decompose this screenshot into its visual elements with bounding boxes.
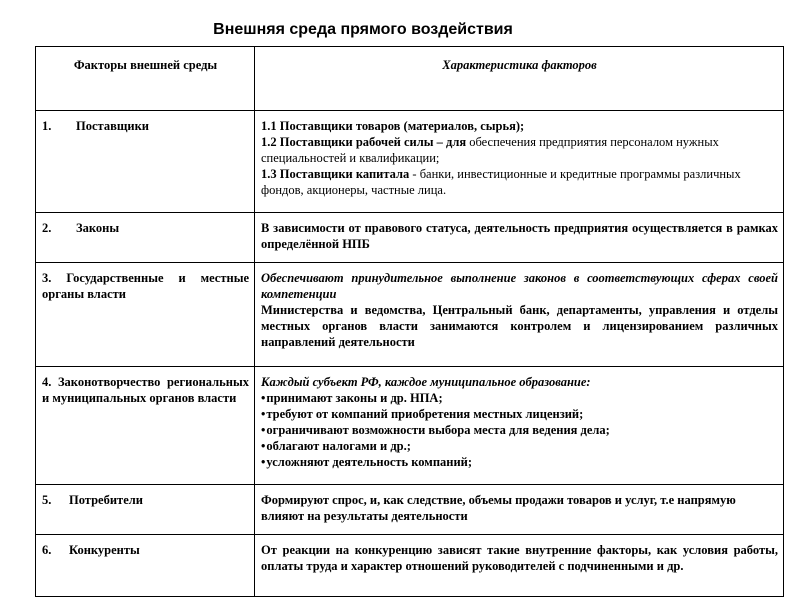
char-line-bold: 1.3 Поставщики капитала (261, 167, 410, 181)
factor-name: Государственные и местные органы власти (42, 271, 250, 301)
row-number: 3. (42, 271, 52, 285)
char-line-bold: 1.2 Поставщики рабочей силы – для (261, 135, 467, 149)
characteristic-cell: Формируют спрос, и, как следствие, объемы продажи товаров и услуг, т.е напрямую влияют на результаты деятельности (255, 485, 784, 535)
factor-cell (36, 213, 255, 263)
factor-name: Потребители (69, 493, 143, 507)
char-line (261, 166, 778, 198)
factor-name: Законы (76, 221, 120, 235)
row-number: 1. (42, 119, 52, 133)
header-characteristics: Характеристика факторов (255, 47, 784, 111)
char-intro: Каждый субъект РФ, каждое муниципальное образование: (261, 375, 591, 389)
list-item: • усложняют деятельность компаний; (261, 454, 778, 470)
row-number: 6. (42, 543, 52, 557)
list-item: • ограничивают возможности выбора места для ведения дела; (261, 422, 778, 438)
factor-cell (36, 111, 255, 213)
char-line (261, 134, 778, 166)
factor-name: Поставщики (76, 119, 149, 133)
table-row (36, 111, 784, 213)
table-row (36, 213, 784, 263)
table-row (36, 535, 784, 597)
table-row (36, 485, 784, 535)
characteristic-cell: В зависимости от правового статуса, деятельность предприятия осуществляется в рамках определённой НПБ (255, 213, 784, 263)
factor-cell (36, 263, 255, 367)
factor-name: Законотворчество региональных и муниципальных органов власти (42, 375, 249, 405)
char-intro: Обеспечивают принудительное выполнение законов в соответствующих сферах своей компетенции (261, 271, 778, 301)
header-factors: Факторы внешней среды (36, 47, 255, 111)
page-title: Внешняя среда прямого воздействия (213, 21, 513, 38)
characteristic-cell: От реакции на конкуренцию зависят такие внутренние факторы, как условия работы, оплаты труда и характер отношений руководителей с подчиненными и др. (255, 535, 784, 597)
table-row (36, 367, 784, 485)
table-header-row (36, 47, 784, 111)
row-number: 4. (42, 375, 52, 389)
list-item: • принимают законы и др. НПА; (261, 390, 778, 406)
list-item: • требуют от компаний приобретения местных лицензий; (261, 406, 778, 422)
factor-name: Конкуренты (69, 543, 140, 557)
char-text: Министерства и ведомства, Центральный банк, департаменты, управления и отделы местных органов власти занимаются контролем и лицензированием различных направлений деятельности (261, 303, 778, 349)
characteristic-cell (255, 367, 784, 485)
char-line-text: - банки, инвестиционные и кредитные программы различных фондов, акционеры, частные лица. (261, 167, 741, 197)
char-line-text: обеспечения предприятия персоналом нужных специальностей и квалификации; (261, 135, 719, 165)
factors-table (35, 46, 784, 597)
char-line-bold: 1.1 Поставщики товаров (материалов, сырья); (261, 119, 525, 133)
table-row (36, 263, 784, 367)
factor-cell (36, 535, 255, 597)
characteristic-cell (255, 111, 784, 213)
characteristic-cell (255, 263, 784, 367)
row-number: 2. (42, 221, 52, 235)
char-line (261, 118, 778, 134)
row-number: 5. (42, 493, 52, 507)
factor-cell (36, 485, 255, 535)
list-item: • облагают налогами и др.; (261, 438, 778, 454)
factor-cell (36, 367, 255, 485)
